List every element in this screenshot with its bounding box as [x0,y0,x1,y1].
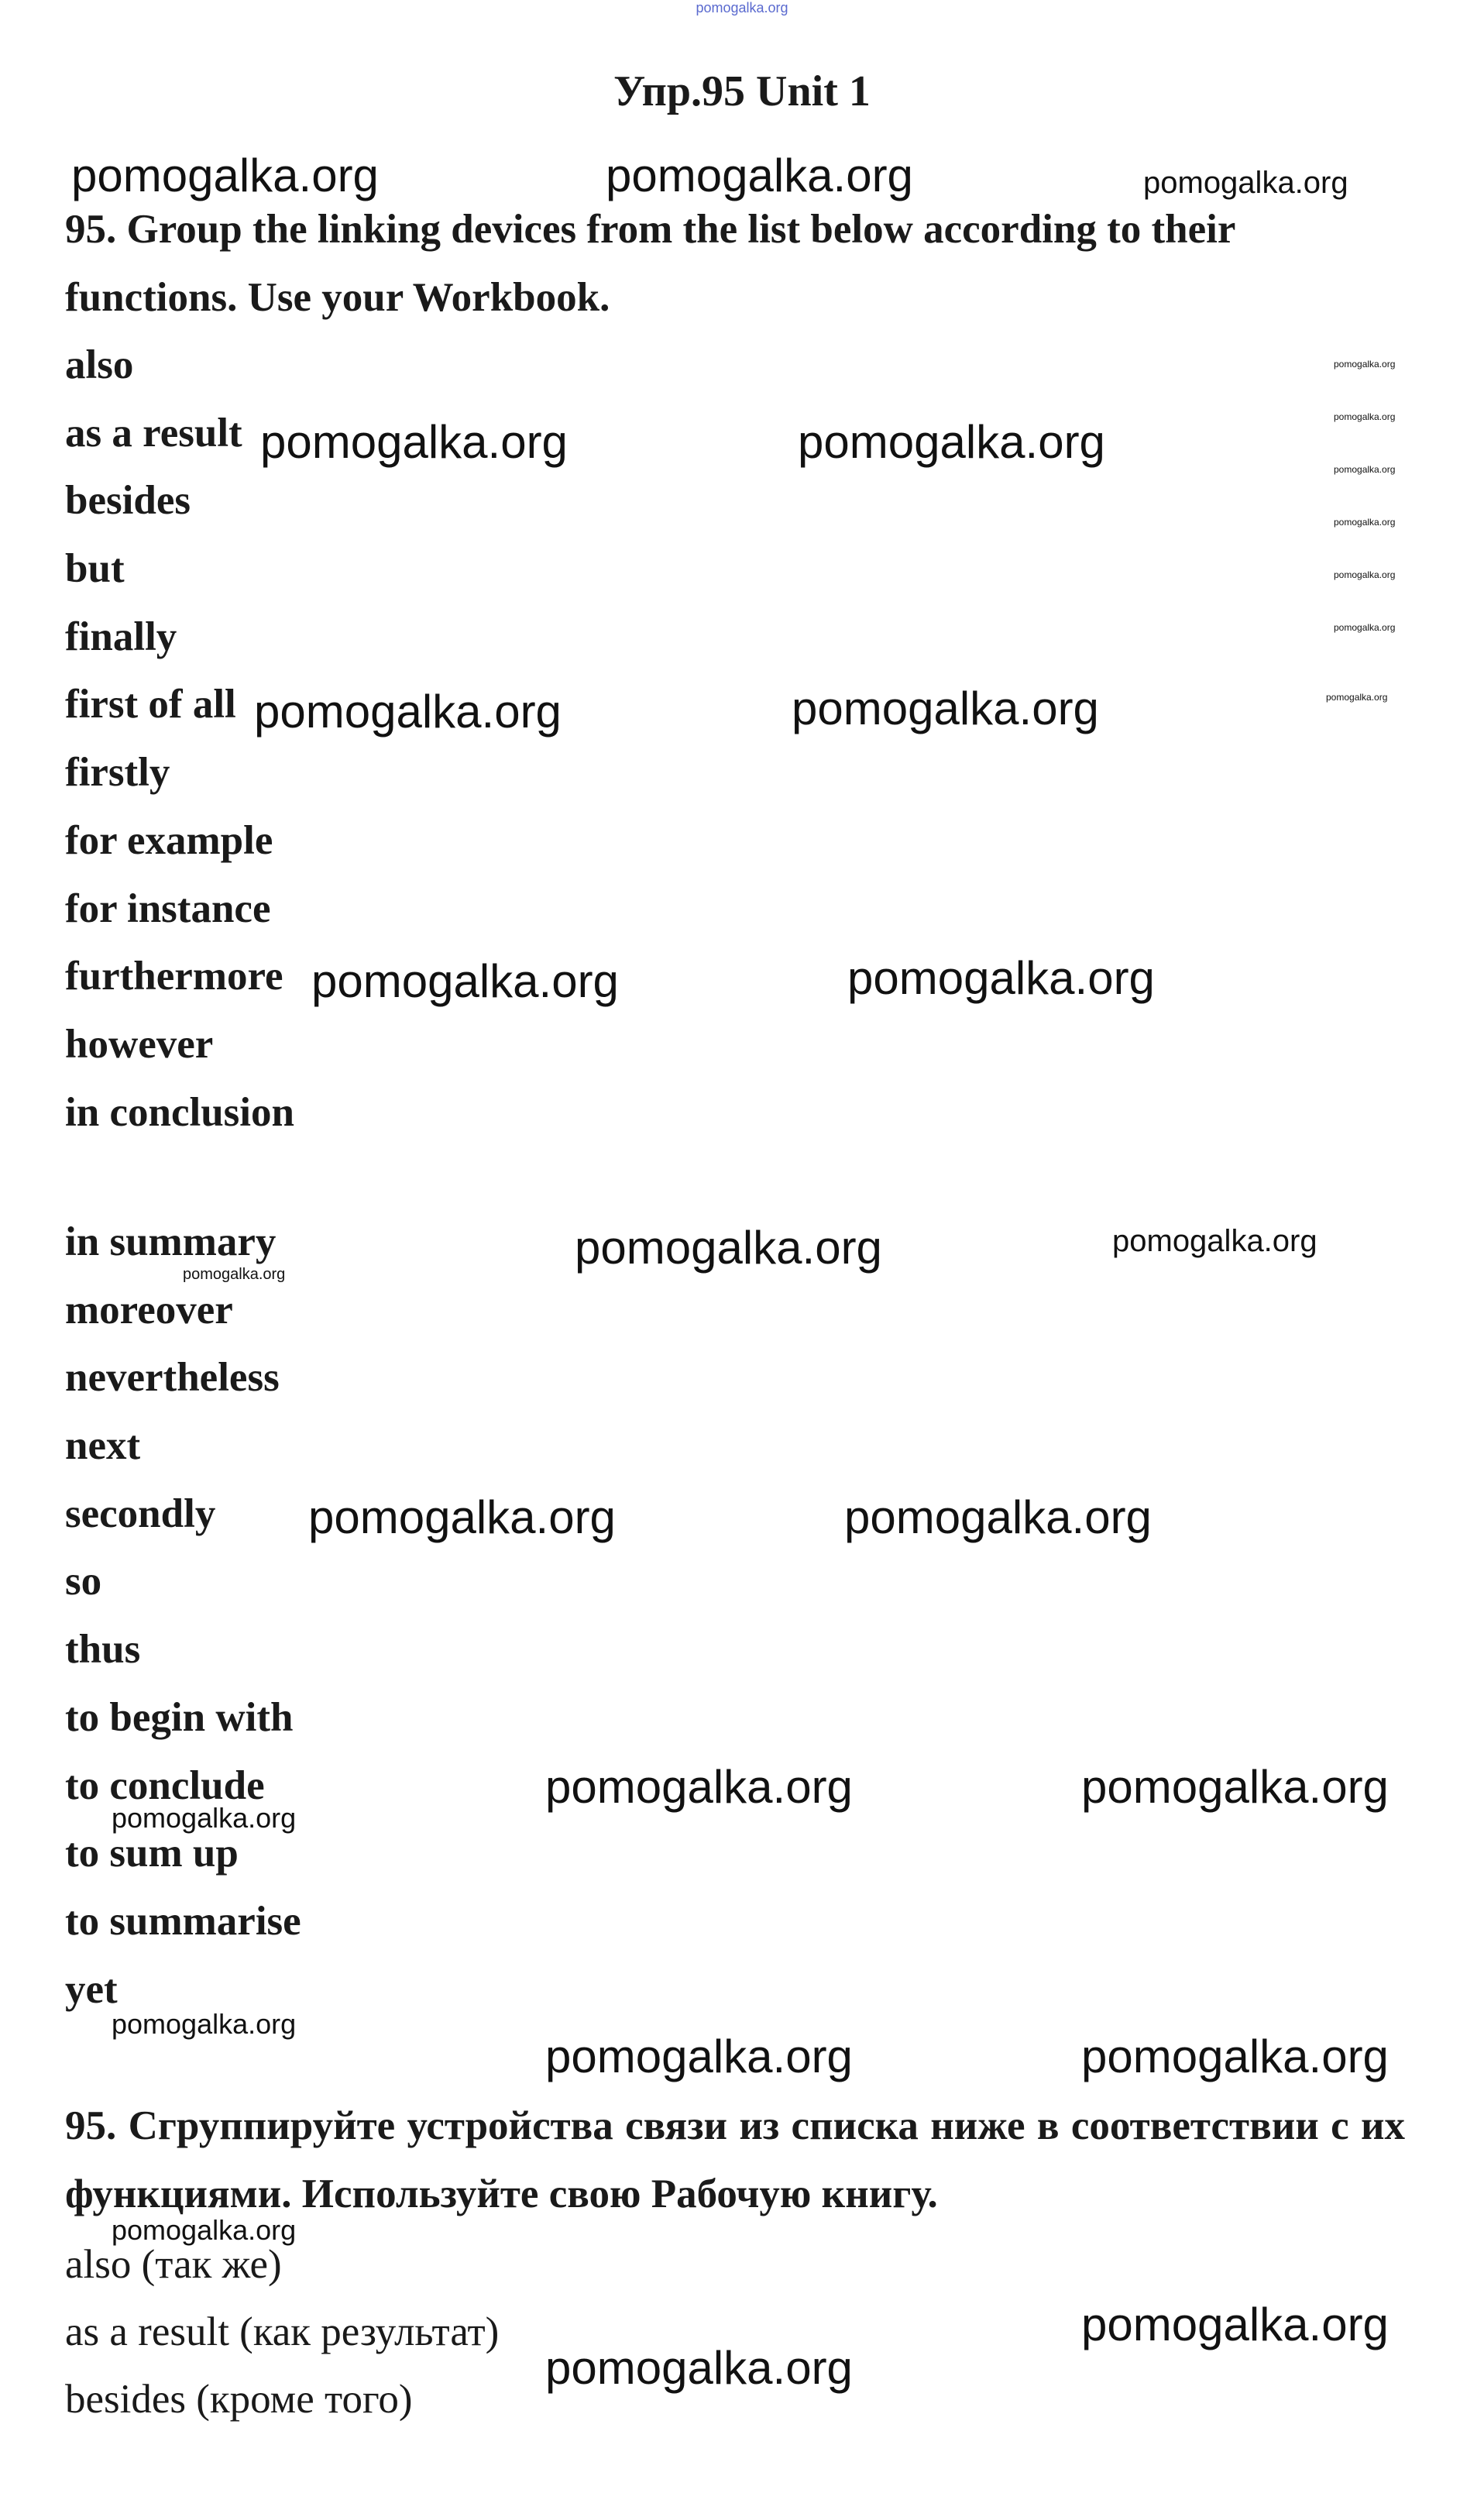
watermark: pomogalka.org [260,416,568,468]
watermark: pomogalka.org [1334,359,1396,370]
watermark: pomogalka.org [1081,1761,1389,1813]
watermark: pomogalka.org [1326,692,1388,703]
translated-devices-list [65,2231,499,2433]
list-item: to summarise [65,1898,301,1944]
list-item: in summary [65,1219,277,1264]
list-item: secondly [65,1491,216,1536]
watermark: pomogalka.org [183,1266,286,1283]
watermark: pomogalka.org [254,686,562,738]
watermark: pomogalka.org [792,683,1099,734]
list-item: finally [65,614,177,659]
watermark: pomogalka.org [1112,1224,1317,1258]
watermark: pomogalka.org [545,1761,853,1813]
watermark: pomogalka.org [798,416,1105,468]
watermark: pomogalka.org [1334,622,1396,633]
watermark: pomogalka.org [1081,2299,1389,2350]
list-item: but [65,546,125,592]
list-item: also [65,342,134,387]
page-title: Упр.95 Unit 1 [613,67,871,115]
watermark: pomogalka.org [1334,464,1396,475]
watermark: pomogalka.org [844,1491,1152,1543]
watermark: pomogalka.org [606,150,913,201]
watermark: pomogalka.org [1334,517,1396,528]
watermark: pomogalka.org [1334,569,1396,580]
list-item: furthermore [65,954,283,999]
list-item: so [65,1559,102,1604]
watermark: pomogalka.org [545,2031,853,2082]
linking-devices-list-part2 [65,1209,301,2024]
list-item: nevertheless [65,1355,280,1401]
list-item: for instance [65,885,271,931]
watermark: pomogalka.org [1334,411,1396,422]
watermark: pomogalka.org [112,2214,297,2246]
list-item: next [65,1423,141,1469]
top-watermark: pomogalka.org [696,0,788,15]
list-item: in conclusion [65,1089,295,1135]
list-item: to begin with [65,1694,294,1740]
watermark: pomogalka.org [545,2342,853,2394]
list-item: to conclude [65,1762,265,1808]
watermark: pomogalka.org [71,150,379,201]
watermark: pomogalka.org [112,2008,297,2040]
list-item: first of all [65,682,236,727]
list-item: besides (кроме того) [65,2377,413,2422]
list-item: also (так же) [65,2242,282,2287]
watermark: pomogalka.org [112,1802,297,1834]
watermark: pomogalka.org [575,1222,882,1274]
list-item: besides [65,478,191,524]
watermark: pomogalka.org [311,955,619,1007]
watermark: pomogalka.org [847,952,1155,1004]
list-item: yet [65,1966,118,2012]
list-item: as a result [65,410,242,456]
exercise-heading-en: 95. Group the linking devices from the list below according to their functions. Use your Workbook. [65,207,1235,320]
list-item: for example [65,817,273,863]
list-item: as a result (как результат) [65,2309,500,2354]
list-item: moreover [65,1287,233,1332]
watermark: pomogalka.org [308,1491,616,1543]
list-item: thus [65,1627,141,1673]
list-item: to sum up [65,1831,239,1876]
watermark: pomogalka.org [1143,166,1348,200]
list-item: firstly [65,750,170,796]
watermark: pomogalka.org [1081,2031,1389,2082]
exercise-heading-ru: 95. Сгруппируйте устройства связи из списка ниже в соответствии с их функциями. Используйте свою Рабочую книгу. [65,2103,1405,2216]
list-item: however [65,1021,214,1067]
